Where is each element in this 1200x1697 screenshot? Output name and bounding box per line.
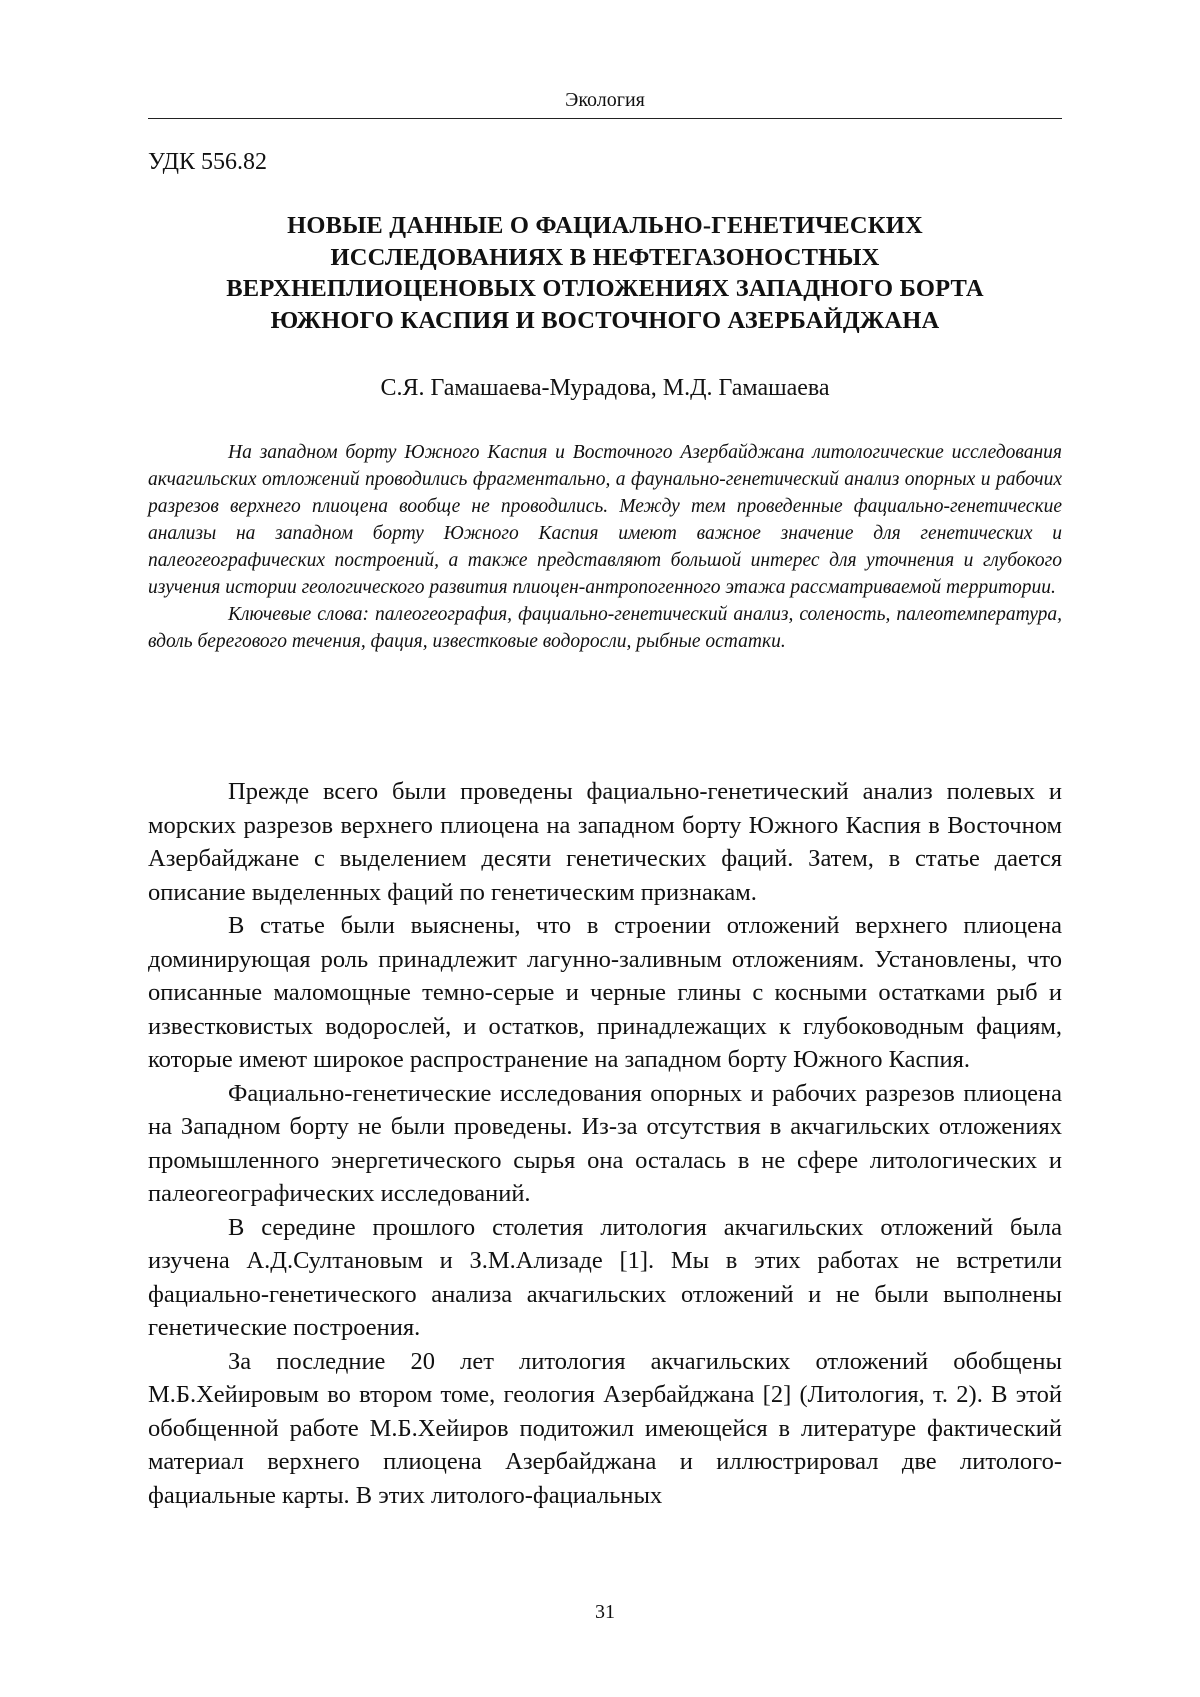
title-line: НОВЫЕ ДАННЫЕ О ФАЦИАЛЬНО-ГЕНЕТИЧЕСКИХ xyxy=(287,212,923,239)
article-title xyxy=(148,210,1062,336)
authors: С.Я. Гамашаева-Мурадова, М.Д. Гамашаева xyxy=(380,375,830,401)
page-number: 31 xyxy=(595,1601,615,1623)
paragraph: За последние 20 лет литология акчагильских отложений обобщены М.Б.Хейировым во втором томе, геология Азербайджана [2] (Литология, т. 2). В этой обобщенной работе М.Б.Хейиров подитожил имеющейся в литературе фактический материал верхнего плиоцена Азербайджана и иллюстрировал две литолого-фациальные карты. В этих литолого-фациальных xyxy=(148,1347,1062,1509)
abstract-text: На западном борту Южного Каспия и Восточного Азербайджана литологические исследования акчагильских отложений проводились фрагментально, а фаунально-генетический анализ опорных и рабочих разрезов верхнего плиоцена вообще не проводились. Между тем проведенные фациально-генетические анализы на западном борту Южного Каспия имеют важное значение для генетических и палеогеографических построений, а также представляют большой интерес для уточнения и глубокого изучения истории геологического развития плиоцен-антропогенного этажа рассматриваемой территории. xyxy=(148,442,1062,598)
paragraph: Фациально-генетические исследования опорных и рабочих разрезов плиоцена на Западном борту не были проведены. Из-за отсутствия в акчагильских отложениях промышленного энергетического сырья она осталась в не сфере литологических и палеогеографических исследований. xyxy=(148,1079,1062,1207)
title-line: ВЕРХНЕПЛИОЦЕНОВЫХ ОТЛОЖЕНИЯХ ЗАПАДНОГО БОРТА xyxy=(226,275,984,302)
body-text xyxy=(148,775,1062,1512)
keywords: Ключевые слова: палеогеография, фациально-генетический анализ, соленость, палеотемпература, вдоль берегового течения, фация, известковые водоросли, рыбные остатки. xyxy=(148,604,1062,652)
paragraph: Прежде всего были проведены фациально-генетический анализ полевых и морских разрезов верхнего плиоцена на западном борту Южного Каспия в Восточном Азербайджане с выделением десяти генетических фаций. Затем, в статье дается описание выделенных фаций по генетическим признакам. xyxy=(148,778,1062,906)
paragraph: В статье были выяснены, что в строении отложений верхнего плиоцена доминирующая роль принадлежит лагунно-заливным отложениям. Установлены, что описанные маломощные темно-серые и черные глины с косными остатками рыб и известковистых водорослей, и остатков, принадлежащих к глубоководным фациям, которые имеют широкое распространение на западном борту Южного Каспия. xyxy=(148,912,1062,1073)
abstract-block xyxy=(148,439,1062,655)
paragraph: В середине прошлого столетия литология акчагильских отложений была изучена А.Д.Султановым и З.М.Ализаде [1]. Мы в этих работах не встретили фациально-генетического анализа акчагильских отложений и не были выполнены генетические построения. xyxy=(148,1213,1062,1341)
title-line: ЮЖНОГО КАСПИЯ И ВОСТОЧНОГО АЗЕРБАЙДЖАНА xyxy=(270,306,940,334)
title-line: ИССЛЕДОВАНИЯХ В НЕФТЕГАЗОНОСТНЫХ xyxy=(330,243,880,271)
udk-code: УДК 556.82 xyxy=(148,149,267,175)
header-rule xyxy=(148,118,1062,119)
running-head: Экология xyxy=(565,89,645,111)
